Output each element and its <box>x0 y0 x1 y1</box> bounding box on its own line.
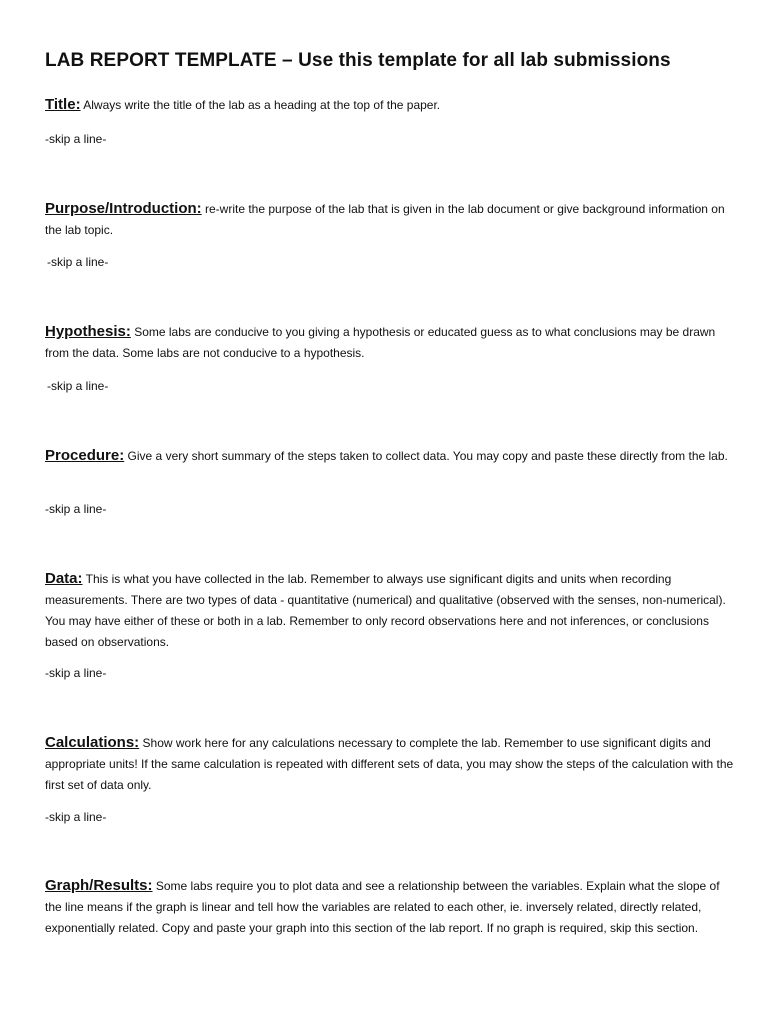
section-calculations <box>45 732 735 796</box>
section-body <box>45 732 735 796</box>
section-text: Some labs require you to plot data and see a relationship between the variables. Explain what the slope of the line means if the graph is linear and tell how the variables are related to each other, ie. inversely related, directly related, exponentially related. Copy and paste your graph into this section of the lab report. If no graph is required, skip this section. <box>45 879 720 935</box>
section-heading: Calculations: <box>45 734 140 751</box>
section-heading: Purpose/Introduction: <box>45 200 202 217</box>
section-body <box>45 94 735 116</box>
section-body <box>45 198 735 241</box>
document-title: LAB REPORT TEMPLATE – Use this template for all lab submissions <box>45 50 671 71</box>
skip-line-note: -skip a line- <box>45 810 107 824</box>
skip-line-note: -skip a line- <box>45 132 107 146</box>
skip-line-note: -skip a line- <box>45 666 107 680</box>
section-text: Show work here for any calculations necessary to complete the lab. Remember to use significant digits and appropriate units! If the same calculation is repeated with different sets of data, you may show the steps of the calculation with the first set of data only. <box>45 736 734 792</box>
section-heading: Procedure: <box>45 447 125 464</box>
section-heading: Graph/Results: <box>45 877 153 894</box>
section-graph-results <box>45 875 735 939</box>
section-hypothesis <box>45 321 735 364</box>
section-purpose <box>45 198 735 241</box>
section-text: Give a very short summary of the steps taken to collect data. You may copy and paste these directly from the lab. <box>127 449 728 463</box>
section-heading: Data: <box>45 570 83 587</box>
section-text: This is what you have collected in the lab. Remember to always use significant digits and units when recording measurements. There are two types of data - quantitative (numerical) and qualitative (observed with the senses, non-numerical). You may have either of these or both in a lab. Remember to only record observations here and not inferences, or conclusions based on observations. <box>45 572 726 649</box>
section-title <box>45 94 735 116</box>
section-text: re-write the purpose of the lab that is given in the lab document or give background information on the lab topic. <box>45 202 725 237</box>
skip-line-note: -skip a line- <box>45 502 107 516</box>
section-procedure <box>45 445 735 467</box>
section-body <box>45 321 735 364</box>
section-body <box>45 875 735 939</box>
section-data <box>45 568 735 653</box>
section-text: Always write the title of the lab as a heading at the top of the paper. <box>83 98 441 112</box>
section-text: Some labs are conducive to you giving a hypothesis or educated guess as to what conclusions may be drawn from the data. Some labs are not conducive to a hypothesis. <box>45 325 716 360</box>
skip-line-note: -skip a line- <box>47 379 109 393</box>
section-body <box>45 445 735 467</box>
section-heading: Hypothesis: <box>45 323 131 340</box>
section-heading: Title: <box>45 96 81 113</box>
section-body <box>45 568 735 653</box>
skip-line-note: -skip a line- <box>47 255 109 269</box>
